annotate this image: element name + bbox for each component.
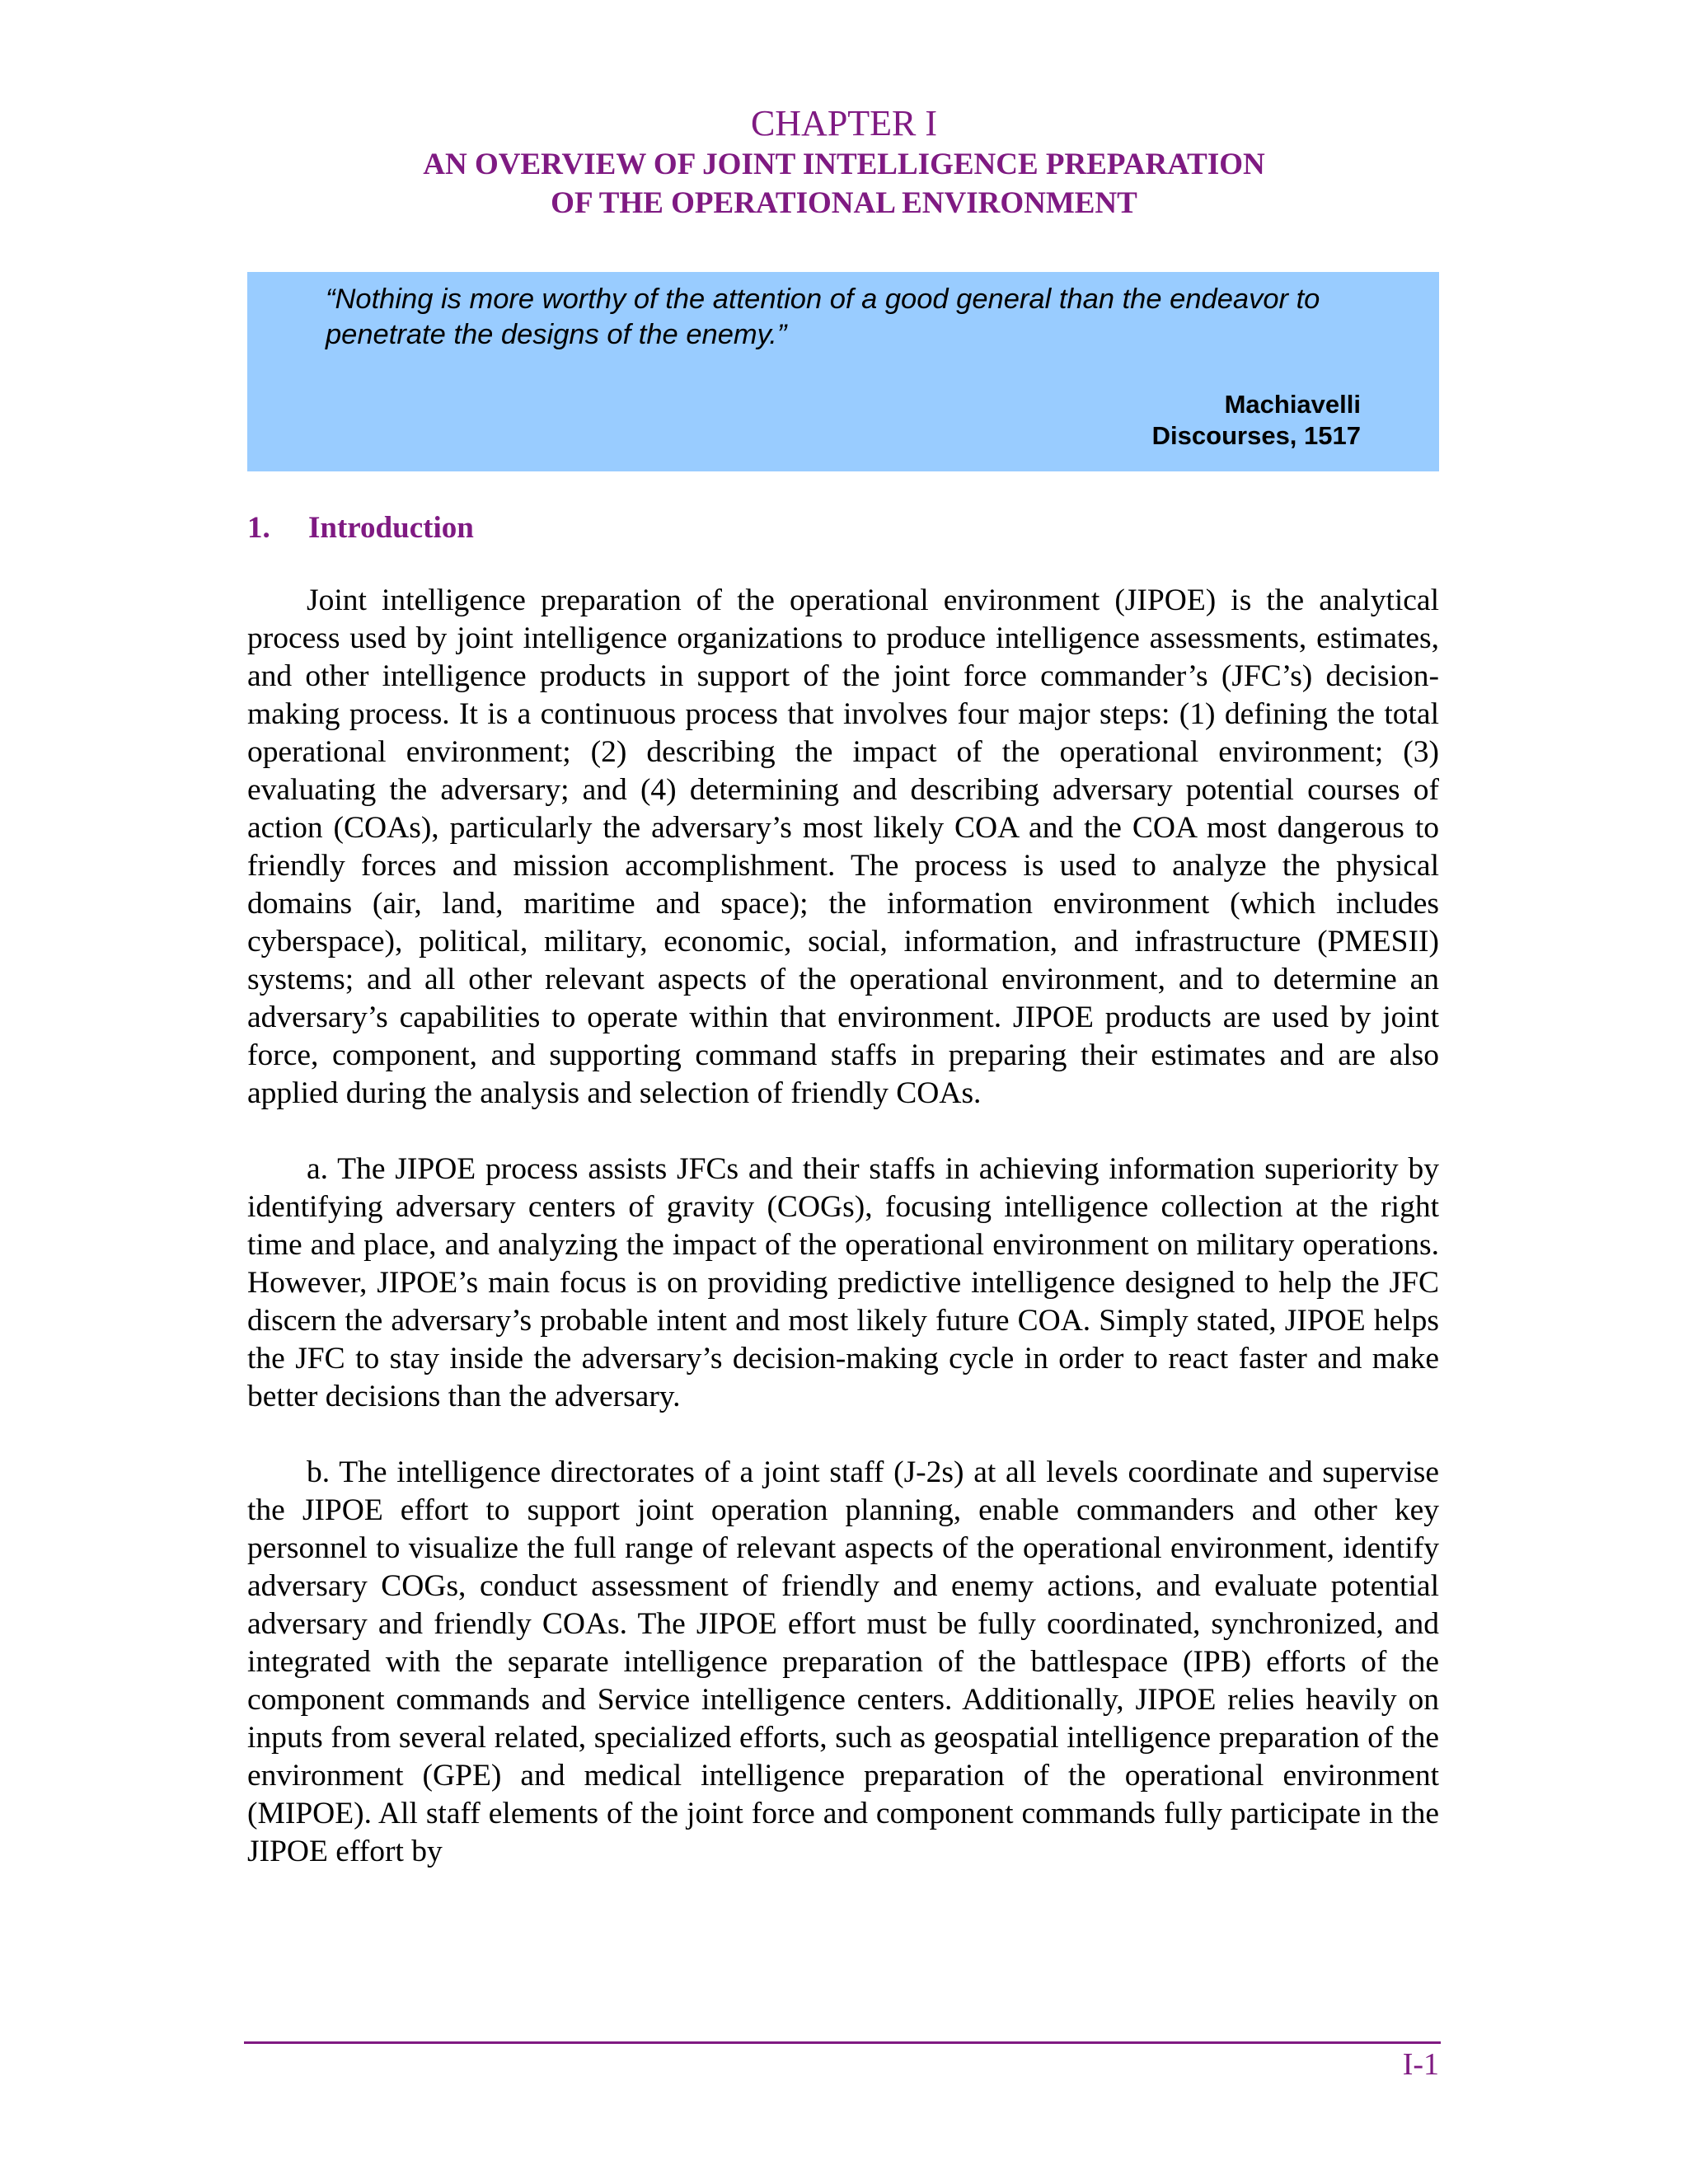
chapter-title-line-1: AN OVERVIEW OF JOINT INTELLIGENCE PREPARATION [423,148,1265,181]
paragraph-b: b. The intelligence directorates of a joint staff (J-2s) at all levels coordinate and supervise the JIPOE effort to support joint operation planning, enable commanders and other key personnel to visualize the full range of relevant aspects of the operational environment, identify adversary COGs, conduct assessment of friendly and enemy actions, and evaluate potential adversary and friendly COAs. The JIPOE effort must be fully coordinated, synchronized, and integrated with the separate intelligence preparation of the battlespace (IPB) efforts of the component commands and Service intelligence centers. Additionally, JIPOE relies heavily on inputs from several related, specialized efforts, such as geospatial intelligence preparation of the environment (GPE) and medical intelligence preparation of the operational environment (MIPOE). All staff elements of the joint force and component commands fully participate in the JIPOE effort by [247,1455,1439,1868]
section-title: Introduction [308,511,474,545]
section-number: 1. [247,511,270,545]
section-heading [247,509,474,547]
page-number: I-1 [1402,2047,1439,2082]
chapter-header [0,102,1688,223]
epigraph-quote-box [247,272,1439,471]
quote-source: Discourses, 1517 [1151,421,1361,450]
quote-text: “Nothing is more worthy of the attention of a good general than the endeavor to penetrate the designs of the enemy.” [326,284,1320,350]
chapter-title-line-2: OF THE OPERATIONAL ENVIRONMENT [551,186,1137,220]
quote-attribution [1152,389,1361,452]
body-text [247,582,1439,1909]
paragraph-a: a. The JIPOE process assists JFCs and their staffs in achieving information superiority by identifying adversary centers of gravity (COGs), focusing intelligence collection at the right time and place, and analyzing the impact of the operational environment on military operations. However, JIPOE’s main focus is on providing predictive intelligence designed to help the JFC discern the adversary’s probable intent and most likely future COA. Simply stated, JIPOE helps the JFC to stay inside the adversary’s decision-making cycle in order to react faster and make better decisions than the adversary. [247,1152,1439,1413]
paragraph-intro: Joint intelligence preparation of the operational environment (JIPOE) is the analytical process used by joint intelligence organizations to produce intelligence assessments, estimates, and other intelligence products in support of the joint force commander’s (JFC’s) decision-making process. It is a continuous process that involves four major steps: (1) defining the total operational environment; (2) describing the impact of the operational environment; (3) evaluating the adversary; and (4) determining and describing adversary potential courses of action (COAs), particularly the adversary’s most likely COA and the COA most dangerous to friendly forces and mission accomplishment. The process is used to analyze the physical domains (air, land, maritime and space); the information environment (which includes cyberspace), political, military, economic, social, information, and infrastructure (PMESII) systems; and all other relevant aspects of the operational environment, and to determine an adversary’s capabilities to operate within that environment. JIPOE products are used by joint force, component, and supporting command staffs in preparing their estimates and are also applied during the analysis and selection of friendly COAs. [247,583,1439,1110]
quote-author: Machiavelli [1224,390,1361,419]
chapter-label: CHAPTER I [750,103,938,143]
footer-divider [244,2041,1441,2044]
